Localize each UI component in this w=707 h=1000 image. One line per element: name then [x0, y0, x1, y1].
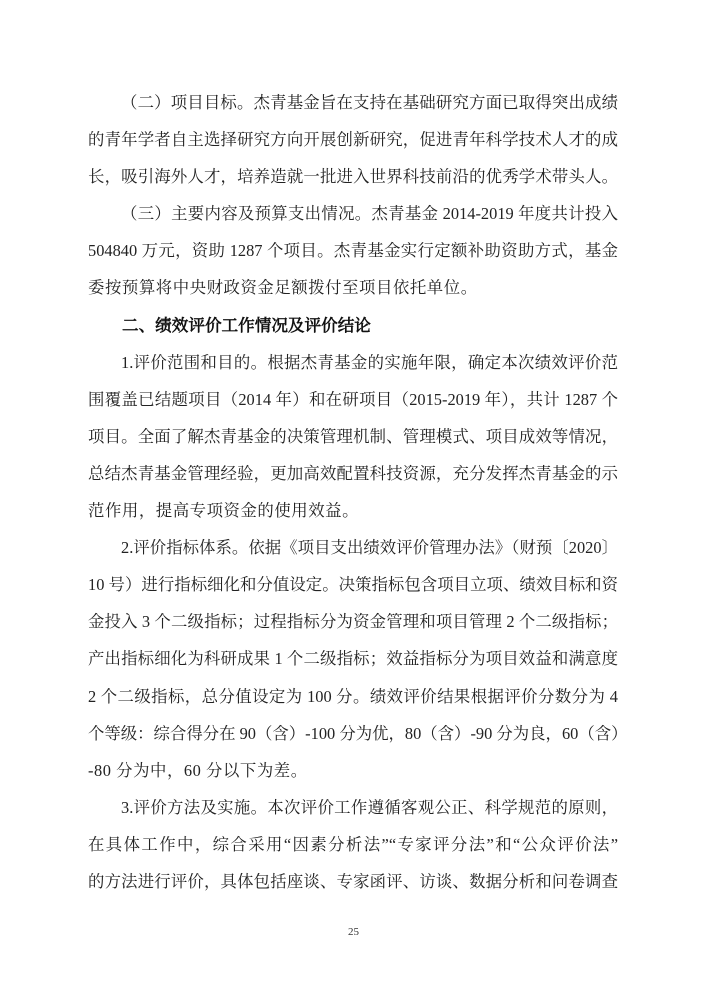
text-line: 范作用，提高专项资金的使用效益。 [88, 501, 360, 521]
text-line: （三）主要内容及预算支出情况。杰青基金 2014-2019 年度共计投入 [121, 204, 618, 224]
paragraph-evaluation-scope [88, 344, 618, 529]
text-line: （二）项目目标。杰青基金旨在支持在基础研究方面已取得突出成绩 [121, 93, 618, 112]
paragraph-indicator-system [88, 529, 628, 789]
text-line: 3.评价方法及实施。本次评价工作遵循客观公正、科学规范的原则， [121, 797, 618, 817]
paragraph-evaluation-method [88, 789, 618, 900]
text-line: 总结杰青基金管理经验，更加高效配置科技资源，充分发挥杰青基金的示 [88, 463, 618, 483]
text-line: 504840 万元，资助 1287 个项目。杰青基金实行定额补助资助方式，基金 [88, 241, 618, 261]
text-line: 的方法进行评价，具体包括座谈、专家函评、访谈、数据分析和问卷调查 [88, 871, 618, 891]
page-number: 25 [348, 926, 359, 938]
text-line: 金投入 3 个二级指标；过程指标分为资金管理和项目管理 2 个二级指标； [88, 612, 618, 632]
text-line: 产出指标细化为科研成果 1 个二级指标；效益指标分为项目效益和满意度 [88, 649, 618, 669]
text-line: 的青年学者自主选择研究方向开展创新研究，促进青年科学技术人才的成 [88, 130, 618, 150]
document-page [88, 84, 628, 900]
text-line: 长，吸引海外人才，培养造就一批进入世界科技前沿的优秀学术带头人。 [88, 167, 618, 187]
text-line: 委按预算将中央财政资金足额拨付至项目依托单位。 [88, 278, 478, 298]
section-heading: 二、绩效评价工作情况及评价结论 [122, 315, 371, 335]
text-line: 个等级：综合得分在 90（含）-100 分为优，80（含）-90 分为良，60（含） [88, 723, 628, 743]
paragraph-project-goal [88, 84, 618, 195]
paragraph-budget [88, 195, 618, 306]
text-line: 1.评价范围和目的。根据杰青基金的实施年限，确定本次绩效评价范 [121, 352, 618, 372]
text-line: 项目。全面了解杰青基金的决策管理机制、管理模式、项目成效等情况， [88, 426, 618, 446]
text-line: 2.评价指标体系。依据《项目支出绩效评价管理办法》（财预〔2020〕 [121, 538, 618, 558]
text-line: 在具体工作中，综合采用“因素分析法”“专家评分法”和“公众评价法” [88, 834, 618, 854]
text-line: -80 分为中，60 分以下为差。 [88, 760, 308, 780]
text-line: 围覆盖已结题项目（2014 年）和在研项目（2015-2019 年），共计 1287 个 [88, 389, 618, 409]
text-line: 10 号）进行指标细化和分值设定。决策指标包含项目立项、绩效目标和资 [88, 575, 618, 595]
text-line: 2 个二级指标，总分值设定为 100 分。绩效评价结果根据评价分数分为 4 [88, 686, 618, 706]
